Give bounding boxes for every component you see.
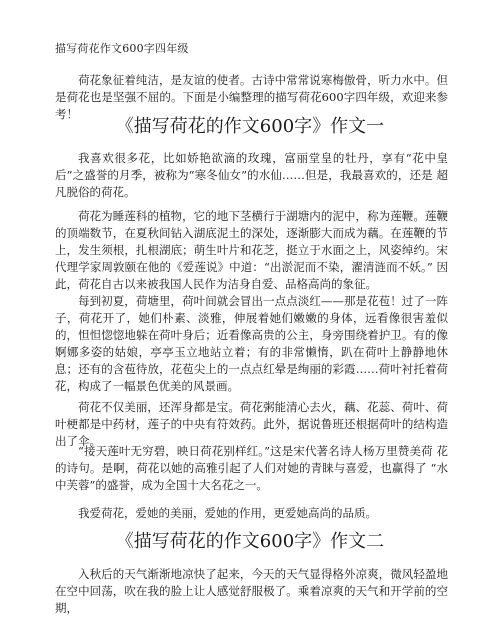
section-1-paragraph-1: 我喜欢很多花，比如娇艳欲滴的玫瑰，富丽堂皇的牡丹，享有“花中皇 后”之盛誉的月季，被称为“寒冬仙女”的水仙……但是，我最喜欢的，还是 超凡脱俗的荷花。 — [55, 151, 448, 199]
section-1-paragraph-3: 每到初夏，荷塘里，荷叶间就会冒出一点点淡红——那是花苞！过了一阵 子，荷花开了，她们朴素、淡雅，伸展着她们嫩嫩的身体，远看像很害羞似 的，怛怛惚惚地躲在荷叶身后；近看像高贵的公主，身旁围绕着护卫。有的像 婀娜多姿的姑娘，亭亭玉立地站立着；有的非常懒惰，趴在荷叶上静静地休 息；还有的含苞待放，花苞尖上的一点点红晕是绚丽的彩霞……荷叶衬托着荷 花，构成了一幅景色优美的风景画。 — [55, 294, 448, 393]
section-1-paragraph-5: “接天莲叶无穷碧，映日荷花别样红。”这是宋代著名诗人杨万里赞美荷 花的诗句。是啊，荷花以她的高雅引起了人们对她的青睐与喜爱，也赢得了 “水中芙蓉”的盛誉，成为全国十大名花之一。 — [55, 444, 448, 492]
section-2-heading: 《描写荷花的作文600字》作文二 — [115, 531, 385, 552]
document-title: 描写荷花作文600字四年级 — [55, 42, 189, 55]
intro-paragraph: 荷花象征着纯洁，是友谊的使者。古诗中常常说寒梅傲骨，听力水中。但 是荷花也是坚强不屈的。下面是小编整理的描写荷花600字四年级，欢迎来参 考！ — [55, 73, 448, 121]
section-1-heading: 《描写荷花的作文600字》作文一 — [115, 116, 385, 137]
section-1-paragraph-6: 我爱荷花，爱她的美丽，爱她的作用，更爱她高尚的品质。 — [78, 506, 377, 520]
section-2-paragraph-1: 入秋后的天气渐渐地凉快了起来，今天的天气显得格外凉爽，微风轻盈地 在空中回荡，吹在我的脸上让人感觉舒服极了。乘着凉爽的天气和开学前的空 期， — [55, 567, 448, 615]
section-1-paragraph-2: 荷花为睡莲科的植物，它的地下茎横行于湖塘内的泥中，称为莲鞭。莲鞭 的顶端数节，在夏秋间钻入湖底泥土的深处，逐渐膨大而成为藕。在莲鞭的节 上，发生须根，扎根湖底；萌生叶片和花芝，挺立于水面之上，风姿绰约。宋 代理学家周敦颐在他的《爱莲说》中道：“出淤泥而不染，濯清涟而不妖。” 因此，荷花自古以来被我国人民作为洁身自爱、品格高尚的象征。 — [55, 209, 448, 291]
section-1-paragraph-4: 荷花不仅美丽，还浑身都是宝。荷花粥能清心去火，藕、花蕊、荷叶、荷 叶梗都是中药材，莲子的中央有符效药。此外，据说鲁班还根据荷叶的结构造 出了伞。 — [55, 400, 448, 448]
